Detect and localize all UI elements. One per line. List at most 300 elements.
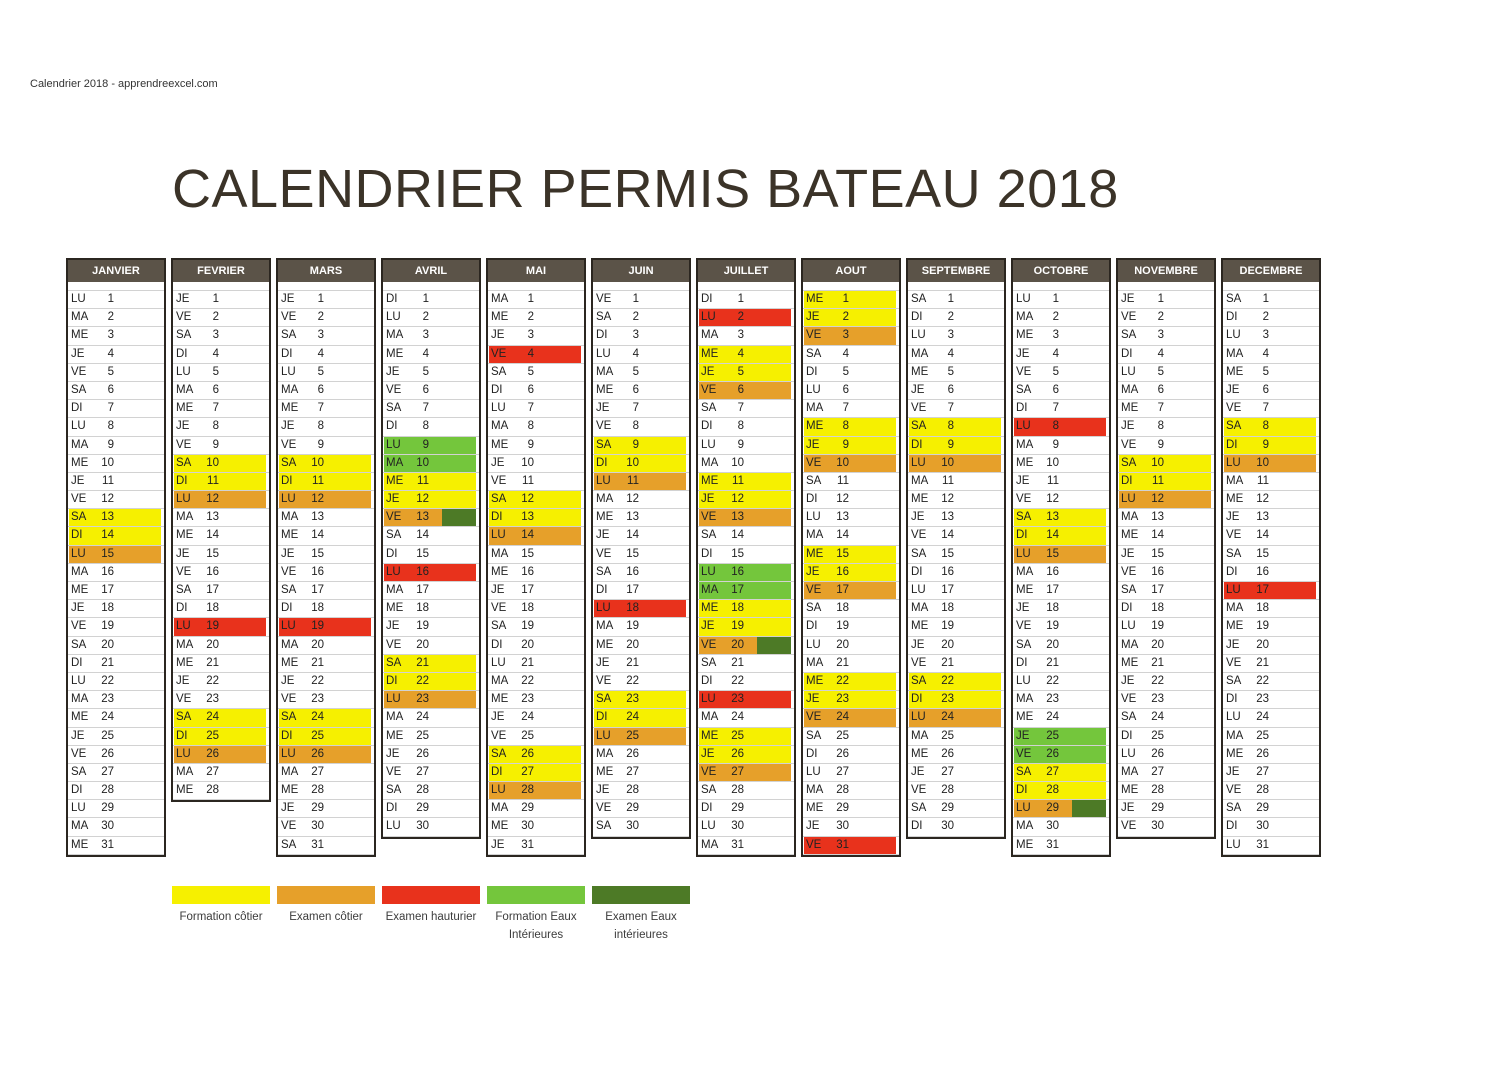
- day-row: [593, 673, 689, 691]
- weekday-label: SA: [911, 293, 927, 305]
- day-row: [698, 582, 794, 600]
- weekday-label: VE: [71, 747, 87, 760]
- day-row: [593, 637, 689, 655]
- day-row: [1013, 546, 1109, 564]
- day-row: [68, 746, 164, 764]
- day-number: 1: [212, 293, 219, 305]
- day-row: [278, 637, 374, 655]
- day-number: 2: [422, 311, 429, 324]
- weekday-label: LU: [1121, 620, 1136, 633]
- month-juin: [591, 258, 691, 839]
- weekday-label: MA: [701, 711, 719, 724]
- weekday-label: MA: [1121, 511, 1139, 524]
- weekday-label: ME: [386, 474, 404, 487]
- weekday-label: MA: [281, 638, 299, 651]
- weekday-label: MA: [176, 383, 194, 396]
- weekday-label: ME: [176, 529, 194, 542]
- day-number: 6: [842, 383, 849, 396]
- day-row: [1223, 618, 1319, 636]
- month-header: OCTOBRE: [1013, 260, 1109, 282]
- day-number: 19: [941, 620, 954, 633]
- day-row: [173, 637, 269, 655]
- day-number: 21: [101, 656, 114, 669]
- weekday-label: SA: [386, 529, 402, 542]
- day-row: [1118, 400, 1214, 418]
- weekday-label: ME: [281, 529, 299, 542]
- day-highlight: [279, 473, 371, 490]
- day-number: 22: [731, 674, 744, 687]
- day-number: 14: [941, 529, 954, 542]
- day-number: 12: [416, 493, 429, 506]
- weekday-label: LU: [701, 311, 716, 324]
- weekday-label: MA: [701, 456, 719, 469]
- weekday-label: VE: [1226, 529, 1242, 542]
- day-number: 14: [311, 529, 324, 542]
- weekday-label: SA: [1016, 765, 1032, 778]
- weekday-label: DI: [281, 474, 293, 487]
- day-row: [1118, 564, 1214, 582]
- day-number: 12: [101, 493, 114, 506]
- weekday-label: JE: [596, 784, 610, 797]
- day-number: 1: [107, 293, 114, 305]
- day-number: 30: [1256, 820, 1269, 833]
- weekday-label: JE: [701, 493, 715, 506]
- weekday-label: DI: [71, 784, 83, 797]
- day-row: [803, 818, 899, 836]
- month-header: MAI: [488, 260, 584, 282]
- day-number: 27: [1256, 765, 1269, 778]
- weekday-label: ME: [71, 329, 89, 342]
- weekday-label: DI: [911, 565, 923, 578]
- day-row: [1118, 346, 1214, 364]
- weekday-label: LU: [281, 493, 296, 506]
- weekday-label: VE: [71, 493, 87, 506]
- day-number: 1: [317, 293, 324, 305]
- day-number: 13: [836, 511, 849, 524]
- day-row: [1223, 473, 1319, 491]
- day-number: 31: [101, 838, 114, 851]
- weekday-label: SA: [1121, 584, 1137, 596]
- day-row: [68, 291, 164, 309]
- weekday-label: DI: [386, 547, 398, 560]
- day-number: 13: [206, 511, 219, 524]
- day-row: [383, 600, 479, 618]
- day-number: 20: [731, 638, 744, 651]
- day-row: [908, 564, 1004, 582]
- day-number: 27: [626, 765, 639, 778]
- day-row: [698, 764, 794, 782]
- page-title: CALENDRIER PERMIS BATEAU 2018: [172, 159, 1119, 219]
- day-row: [698, 746, 794, 764]
- day-number: 17: [626, 584, 639, 596]
- day-row: [593, 782, 689, 800]
- month-header: FEVRIER: [173, 260, 269, 282]
- weekday-label: ME: [1226, 747, 1244, 760]
- day-number: 16: [731, 565, 744, 578]
- day-number: 9: [527, 438, 534, 451]
- weekday-label: MA: [491, 547, 509, 560]
- day-row: [698, 837, 794, 855]
- weekday-label: DI: [386, 674, 398, 687]
- day-number: 9: [632, 438, 639, 451]
- day-row: [173, 473, 269, 491]
- day-number: 9: [1262, 438, 1269, 451]
- day-number: 26: [1046, 747, 1059, 760]
- day-row: [488, 291, 584, 309]
- weekday-label: JE: [491, 456, 505, 469]
- month-spacer: [1118, 282, 1214, 291]
- weekday-label: SA: [176, 584, 192, 596]
- weekday-label: JE: [1121, 802, 1135, 815]
- day-number: 18: [731, 602, 744, 615]
- legend-label: Examen côtier: [289, 911, 363, 923]
- weekday-label: JE: [491, 838, 505, 851]
- weekday-label: MA: [701, 329, 719, 342]
- legend-swatch: [487, 886, 585, 904]
- day-number: 4: [317, 347, 324, 360]
- day-row: [1118, 418, 1214, 436]
- day-row: [908, 309, 1004, 327]
- day-row: [698, 509, 794, 527]
- day-row: [68, 509, 164, 527]
- day-row: [278, 800, 374, 818]
- weekday-label: MA: [491, 674, 509, 687]
- day-number: 15: [836, 547, 849, 560]
- day-number: 30: [521, 820, 534, 833]
- weekday-label: LU: [806, 638, 821, 651]
- weekday-label: JE: [1226, 638, 1240, 651]
- weekday-label: VE: [806, 711, 822, 724]
- day-highlight: [384, 673, 476, 690]
- day-number: 27: [521, 765, 534, 778]
- day-row: [593, 618, 689, 636]
- day-row: [383, 309, 479, 327]
- day-row: [908, 600, 1004, 618]
- legend-label: Formation côtier: [179, 911, 263, 923]
- day-number: 7: [107, 402, 114, 415]
- weekday-label: SA: [281, 329, 297, 342]
- legend-item: [172, 886, 270, 926]
- weekday-label: VE: [386, 383, 402, 396]
- day-row: [1118, 582, 1214, 600]
- weekday-label: LU: [71, 293, 86, 305]
- day-highlight: [594, 455, 686, 472]
- day-row: [803, 346, 899, 364]
- weekday-label: LU: [596, 602, 611, 615]
- day-row: [1013, 655, 1109, 673]
- day-number: 24: [101, 711, 114, 724]
- day-number: 19: [206, 620, 219, 633]
- day-number: 2: [317, 311, 324, 324]
- weekday-label: VE: [596, 420, 612, 433]
- day-row: [593, 309, 689, 327]
- weekday-label: JE: [71, 602, 85, 615]
- day-row: [68, 473, 164, 491]
- weekday-label: JE: [491, 329, 505, 342]
- day-number: 10: [836, 456, 849, 469]
- day-number: 8: [1262, 420, 1269, 433]
- day-number: 4: [1262, 347, 1269, 360]
- weekday-label: DI: [1121, 347, 1133, 360]
- day-row: [1223, 364, 1319, 382]
- day-number: 30: [101, 820, 114, 833]
- day-row: [1013, 309, 1109, 327]
- day-row: [698, 455, 794, 473]
- day-row: [803, 309, 899, 327]
- weekday-label: VE: [1226, 784, 1242, 797]
- day-number: 17: [1256, 584, 1269, 596]
- day-row: [278, 418, 374, 436]
- day-row: [173, 491, 269, 509]
- day-number: 22: [206, 674, 219, 687]
- legend-swatch: [172, 886, 270, 904]
- month-spacer: [908, 282, 1004, 291]
- weekday-label: LU: [806, 765, 821, 778]
- day-number: 28: [1151, 784, 1164, 797]
- weekday-label: SA: [386, 656, 402, 669]
- day-number: 19: [521, 620, 534, 633]
- day-number: 11: [1152, 474, 1164, 487]
- day-row: [488, 837, 584, 855]
- weekday-label: SA: [911, 420, 927, 433]
- day-highlight-secondary: [442, 509, 476, 526]
- day-number: 12: [941, 493, 954, 506]
- day-number: 15: [1046, 547, 1059, 560]
- weekday-label: SA: [806, 602, 822, 615]
- weekday-label: ME: [596, 511, 614, 524]
- day-row: [698, 291, 794, 309]
- day-row: [698, 600, 794, 618]
- day-number: 11: [837, 474, 849, 487]
- day-row: [803, 582, 899, 600]
- day-row: [383, 527, 479, 545]
- day-number: 29: [311, 802, 324, 815]
- day-number: 12: [1046, 493, 1059, 506]
- day-row: [1223, 782, 1319, 800]
- weekday-label: JE: [176, 547, 190, 560]
- weekday-label: ME: [491, 693, 509, 706]
- day-number: 21: [416, 656, 429, 669]
- weekday-label: SA: [281, 584, 297, 596]
- weekday-label: LU: [1226, 711, 1241, 724]
- day-row: [908, 582, 1004, 600]
- weekday-label: ME: [491, 311, 509, 324]
- day-row: [698, 618, 794, 636]
- day-row: [383, 673, 479, 691]
- weekday-label: JE: [176, 420, 190, 433]
- weekday-label: DI: [1016, 402, 1028, 415]
- day-number: 4: [842, 347, 849, 360]
- day-row: [908, 437, 1004, 455]
- day-row: [278, 837, 374, 855]
- day-row: [803, 837, 899, 855]
- weekday-label: MA: [806, 529, 824, 542]
- day-number: 6: [947, 383, 954, 396]
- day-number: 3: [1262, 329, 1269, 342]
- day-number: 17: [311, 584, 324, 596]
- weekday-label: LU: [491, 529, 506, 542]
- weekday-label: ME: [386, 347, 404, 360]
- day-number: 9: [212, 438, 219, 451]
- weekday-label: MA: [281, 511, 299, 524]
- day-number: 23: [626, 693, 639, 706]
- day-row: [173, 418, 269, 436]
- weekday-label: LU: [386, 438, 401, 451]
- day-number: 27: [206, 765, 219, 778]
- weekday-label: MA: [596, 747, 614, 760]
- day-row: [68, 527, 164, 545]
- day-number: 7: [422, 402, 429, 415]
- day-row: [698, 327, 794, 345]
- day-number: 4: [422, 347, 429, 360]
- day-row: [1013, 455, 1109, 473]
- weekday-label: VE: [806, 456, 822, 469]
- day-number: 29: [1256, 802, 1269, 815]
- day-row: [383, 782, 479, 800]
- day-number: 26: [206, 747, 219, 760]
- day-row: [488, 346, 584, 364]
- day-row: [908, 473, 1004, 491]
- day-number: 9: [1052, 438, 1059, 451]
- month-decembre: [1221, 258, 1321, 857]
- day-number: 20: [416, 638, 429, 651]
- month-spacer: [68, 282, 164, 291]
- day-number: 14: [101, 529, 114, 542]
- weekday-label: LU: [281, 620, 296, 633]
- weekday-label: ME: [701, 347, 719, 360]
- weekday-label: LU: [911, 456, 926, 469]
- weekday-label: VE: [386, 765, 402, 778]
- weekday-label: JE: [701, 365, 715, 378]
- day-number: 21: [626, 656, 639, 669]
- weekday-label: VE: [1121, 438, 1137, 451]
- day-number: 5: [1157, 365, 1164, 378]
- day-number: 4: [527, 347, 534, 360]
- day-row: [383, 564, 479, 582]
- day-row: [1118, 618, 1214, 636]
- day-number: 21: [836, 656, 849, 669]
- weekday-label: JE: [71, 474, 85, 487]
- day-row: [1118, 546, 1214, 564]
- day-row: [593, 382, 689, 400]
- weekday-label: SA: [176, 329, 192, 342]
- day-row: [488, 582, 584, 600]
- day-number: 16: [206, 565, 219, 578]
- day-number: 16: [941, 565, 954, 578]
- day-row: [173, 382, 269, 400]
- day-row: [1013, 691, 1109, 709]
- day-highlight: [909, 437, 1001, 454]
- weekday-label: ME: [1016, 838, 1034, 851]
- weekday-label: SA: [911, 674, 927, 687]
- weekday-label: LU: [1016, 674, 1031, 687]
- day-row: [698, 418, 794, 436]
- day-row: [593, 564, 689, 582]
- weekday-label: JE: [176, 293, 190, 305]
- weekday-label: DI: [1121, 602, 1133, 615]
- day-row: [908, 455, 1004, 473]
- day-row: [803, 455, 899, 473]
- weekday-label: MA: [1016, 438, 1034, 451]
- day-row: [173, 709, 269, 727]
- day-number: 16: [1151, 565, 1164, 578]
- day-row: [383, 327, 479, 345]
- day-number: 17: [836, 584, 849, 596]
- day-row: [383, 546, 479, 564]
- day-number: 21: [1151, 656, 1164, 669]
- weekday-label: SA: [596, 565, 612, 578]
- weekday-label: ME: [701, 729, 719, 742]
- weekday-label: SA: [386, 402, 402, 415]
- weekday-label: ME: [1226, 493, 1244, 506]
- weekday-label: JE: [1016, 347, 1030, 360]
- day-number: 15: [1151, 547, 1164, 560]
- day-row: [488, 600, 584, 618]
- day-row: [278, 364, 374, 382]
- weekday-label: JE: [176, 674, 190, 687]
- day-row: [803, 764, 899, 782]
- day-number: 6: [737, 383, 744, 396]
- day-row: [803, 491, 899, 509]
- weekday-label: DI: [1016, 529, 1028, 542]
- weekday-label: ME: [176, 402, 194, 415]
- day-number: 28: [836, 784, 849, 797]
- day-number: 7: [1262, 402, 1269, 415]
- day-number: 12: [521, 493, 534, 506]
- weekday-label: JE: [806, 693, 820, 706]
- day-number: 14: [626, 529, 639, 542]
- day-row: [173, 582, 269, 600]
- day-row: [593, 746, 689, 764]
- day-number: 2: [1157, 311, 1164, 324]
- weekday-label: SA: [1121, 711, 1137, 724]
- weekday-label: DI: [806, 747, 818, 760]
- day-row: [1013, 291, 1109, 309]
- day-row: [908, 673, 1004, 691]
- weekday-label: DI: [386, 802, 398, 815]
- day-row: [593, 800, 689, 818]
- day-number: 19: [1256, 620, 1269, 633]
- day-row: [593, 291, 689, 309]
- weekday-label: DI: [911, 311, 923, 324]
- weekday-label: ME: [1121, 656, 1139, 669]
- day-row: [908, 418, 1004, 436]
- day-number: 20: [521, 638, 534, 651]
- day-number: 28: [941, 784, 954, 797]
- day-number: 3: [1157, 329, 1164, 342]
- day-number: 14: [416, 529, 429, 542]
- weekday-label: DI: [701, 293, 713, 305]
- weekday-label: MA: [176, 638, 194, 651]
- day-row: [1118, 327, 1214, 345]
- day-row: [698, 364, 794, 382]
- weekday-label: MA: [1121, 765, 1139, 778]
- day-row: [488, 818, 584, 836]
- weekday-label: ME: [281, 402, 299, 415]
- day-number: 6: [317, 383, 324, 396]
- month-aout: [801, 258, 901, 857]
- weekday-label: VE: [1226, 656, 1242, 669]
- weekday-label: DI: [491, 638, 503, 651]
- weekday-label: ME: [806, 802, 824, 815]
- weekday-label: ME: [491, 820, 509, 833]
- weekday-label: VE: [176, 693, 192, 706]
- day-row: [488, 673, 584, 691]
- day-number: 25: [626, 729, 639, 742]
- day-row: [278, 527, 374, 545]
- day-row: [1118, 291, 1214, 309]
- weekday-label: ME: [176, 784, 194, 797]
